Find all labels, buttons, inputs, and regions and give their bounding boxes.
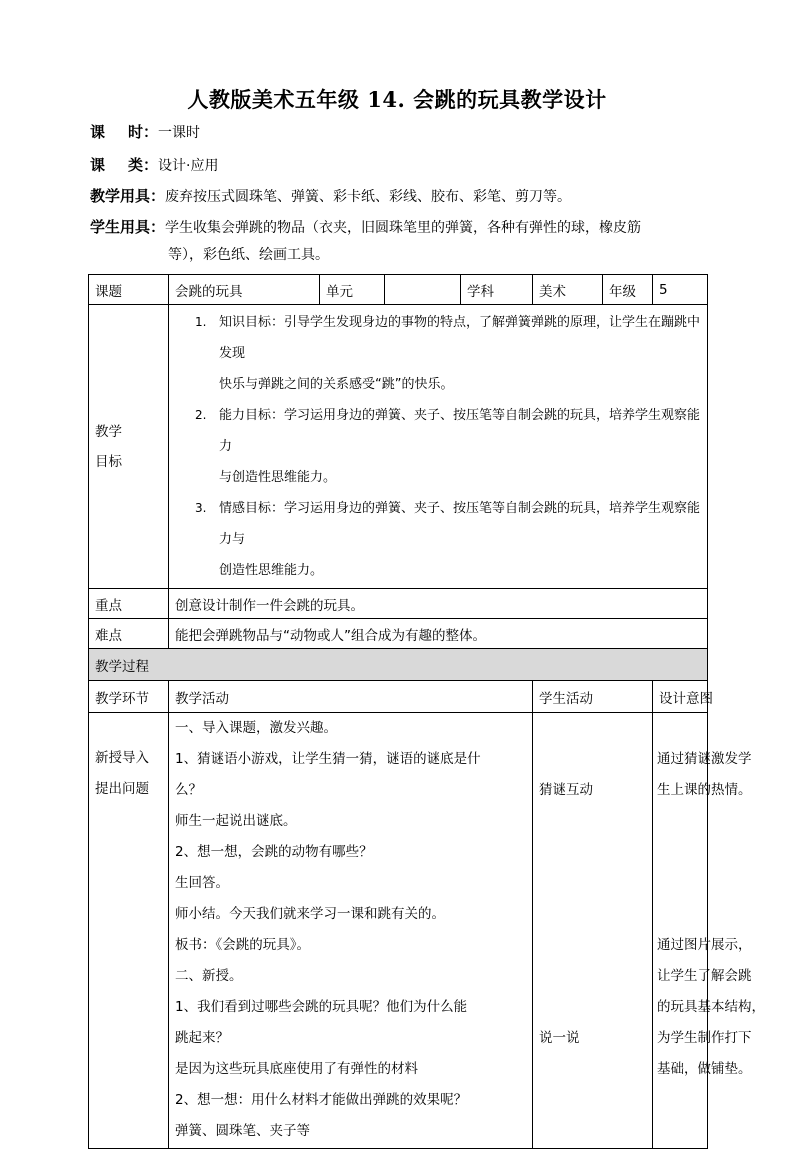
objectives-row: [89, 305, 708, 589]
intent-cell: [653, 713, 765, 1149]
key-point-label: 重点: [89, 589, 169, 619]
col-intent: 设计意图: [653, 681, 708, 713]
period-value: 一课时: [158, 125, 200, 141]
process-header: 教学过程: [89, 649, 708, 681]
subject-label: 学科: [461, 275, 533, 305]
unit-value: [385, 275, 461, 305]
difficulty-value: 能把会弹跳物品与“动物或人”组合成为有趣的整体。: [169, 619, 708, 649]
activity-line: 2、想一想：用什么材料才能做出弹跳的效果呢？: [175, 1092, 468, 1108]
student-tools-value: 学生收集会弹跳的物品（衣夹，旧圆珠笔里的弹簧，各种有弹性的球，橡皮筋: [165, 220, 642, 236]
student-activity: 猜谜互动: [539, 782, 593, 798]
activity-line: 1、猜谜语小游戏，让学生猜一猜，谜语的谜底是什: [175, 751, 481, 767]
difficulty-row: [89, 619, 708, 649]
process-header-row: [89, 649, 708, 681]
key-point-row: [89, 589, 708, 619]
col-student: 学生活动: [533, 681, 653, 713]
objective-item: 1. 知识目标：引导学生发现身边的事物的特点，了解弹簧弹跳的原理，让学生在蹦跳中发现 快乐与弹跳之间的关系感受“跳”的快乐。: [195, 315, 701, 392]
stage-cell: 新授导入 提出问题: [89, 713, 169, 1149]
activity-line: 弹簧、圆珠笔、夹子等: [175, 1123, 310, 1139]
lesson-plan-table: [88, 274, 765, 1149]
meta-type: 课 类： 设计·应用: [90, 156, 219, 174]
process-body-row: [89, 713, 708, 1149]
unit-label: 单元: [320, 275, 385, 305]
meta-teacher-tools: 教学用具：废弃按压式圆珠笔、弹簧、彩卡纸、彩线、胶布、彩笔、剪刀等。: [90, 187, 572, 205]
difficulty-label: 难点: [89, 619, 169, 649]
activity-line: 么？: [175, 782, 202, 798]
info-row: [89, 275, 708, 305]
process-columns-row: [89, 681, 708, 713]
grade-value: 5: [653, 275, 708, 305]
activity-line: 一、导入课题，激发兴趣。: [175, 720, 337, 736]
teacher-tools-value: 废弃按压式圆珠笔、弹簧、彩卡纸、彩线、胶布、彩笔、剪刀等。: [165, 189, 572, 205]
key-point-value: 创意设计制作一件会跳的玩具。: [169, 589, 708, 619]
objective-item: 2. 能力目标：学习运用身边的弹簧、夹子、按压笔等自制会跳的玩具，培养学生观察能力 与创造性思维能力。: [195, 408, 701, 485]
grade-label: 年级: [603, 275, 653, 305]
topic-label: 课题: [89, 275, 169, 305]
activity-line: 跳起来？: [175, 1030, 229, 1046]
meta-period: 课 时： 一课时: [90, 123, 200, 141]
activity-cell: [169, 713, 533, 1149]
col-activity: 教学活动: [169, 681, 533, 713]
topic-value: 会跳的玩具: [169, 275, 320, 305]
objective-item: 3. 情感目标：学习运用身边的弹簧、夹子、按压笔等自制会跳的玩具，培养学生观察能力与 创造性思维能力。: [195, 501, 701, 578]
document-title: 人教版美术五年级 14. 会跳的玩具教学设计: [187, 87, 607, 112]
intent-block: 通过猜谜激发学 生上课的热情。: [657, 751, 752, 798]
student-tools-value-cont: 等），彩色纸、绘画工具。: [168, 247, 329, 263]
activity-line: 2、想一想，会跳的动物有哪些？: [175, 844, 373, 860]
activity-line: 是因为这些玩具底座使用了有弹性的材料: [175, 1061, 418, 1077]
subject-value: 美术: [533, 275, 603, 305]
activity-line: 师生一起说出谜底。: [175, 813, 297, 829]
activity-line: 师小结。今天我们就来学习一课和跳有关的。: [175, 906, 445, 922]
activity-line: 生回答。: [175, 875, 229, 891]
student-activity: 说一说: [539, 1030, 580, 1046]
activity-line: 二、新授。: [175, 968, 243, 984]
student-activity-cell: [533, 713, 653, 1149]
objectives-content: [169, 305, 708, 589]
intent-block: 通过图片展示， 让学生了解会跳 的玩具基本结构， 为学生制作打下 基础，做铺垫。: [657, 937, 765, 1077]
type-value: 设计·应用: [158, 158, 219, 174]
activity-line: 板书：《会跳的玩具》。: [175, 937, 310, 953]
objectives-label: 教学 目标: [89, 305, 169, 589]
activity-line: 1、我们看到过哪些会跳的玩具呢？他们为什么能: [175, 999, 468, 1015]
meta-student-tools: 学生用具：学生收集会弹跳的物品（衣夹，旧圆珠笔里的弹簧，各种有弹性的球，橡皮筋: [90, 218, 642, 236]
col-stage: 教学环节: [89, 681, 169, 713]
